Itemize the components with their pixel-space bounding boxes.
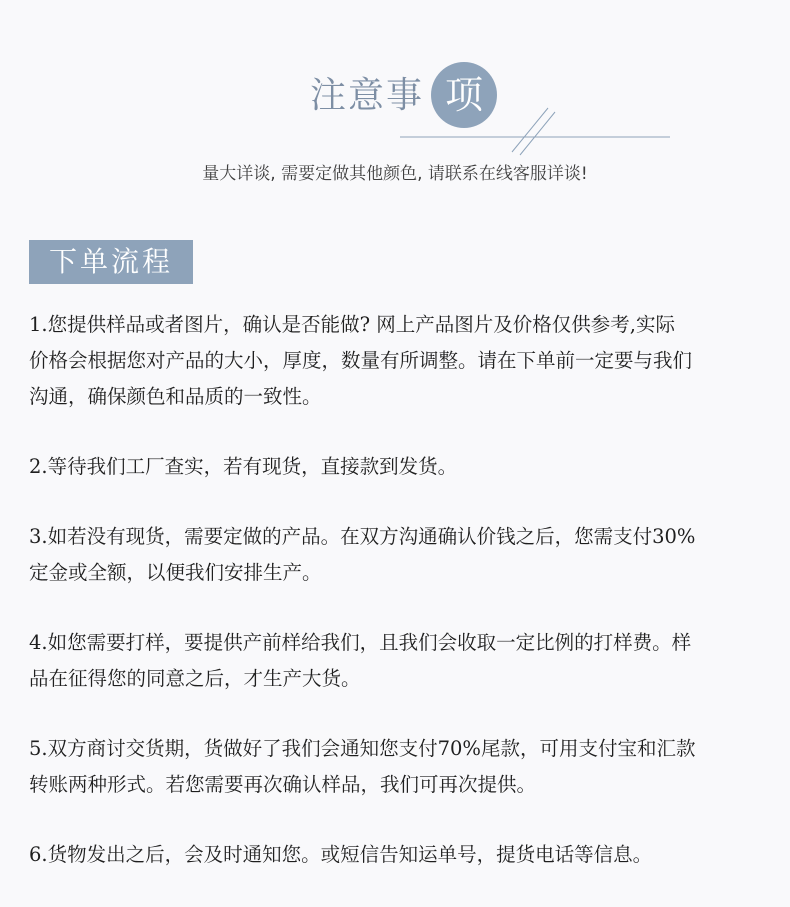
decorative-slash-2: [520, 112, 555, 155]
subtitle: 量大详谈, 需要定做其他颜色, 请联系在线客服详谈!: [202, 164, 588, 184]
header: [0, 0, 790, 200]
decorative-slash-1: [512, 108, 548, 152]
steps-list: [29, 307, 769, 907]
step-item-6: 6.货物发出之后，会及时通知您。或短信告知运单号，提货电话等信息。: [29, 843, 653, 866]
step-item-1: 1.您提供样品或者图片，确认是否能做? 网上产品图片及价格仅供参考,实际 价格会根据您对产品的大小，厚度，数量有所调整。请在下单前一定要与我们 沟通，确保颜色和品质的一致性。: [29, 313, 693, 408]
step-item-4: 4.如您需要打样，要提供产前样给我们，且我们会收取一定比例的打样费。样 品在征得您的同意之后，才生产大货。: [29, 631, 692, 690]
decorative-lines: [395, 100, 675, 160]
step-item-3: 3.如若没有现货，需要定做的产品。在双方沟通确认价钱之后，您需支付30% 定金或全额，以便我们安排生产。: [29, 525, 696, 584]
step-item-2: 2.等待我们工厂查实，若有现货，直接款到发货。: [29, 455, 458, 478]
step-item-5: 5.双方商讨交货期，货做好了我们会通知您支付70%尾款，可用支付宝和汇款 转账两种形式。若您需要再次确认样品，我们可再次提供。: [29, 737, 696, 796]
title-circle-char: 项: [444, 73, 483, 117]
section-heading: 下单流程: [29, 240, 193, 284]
page-title: 注意事: [310, 75, 425, 116]
